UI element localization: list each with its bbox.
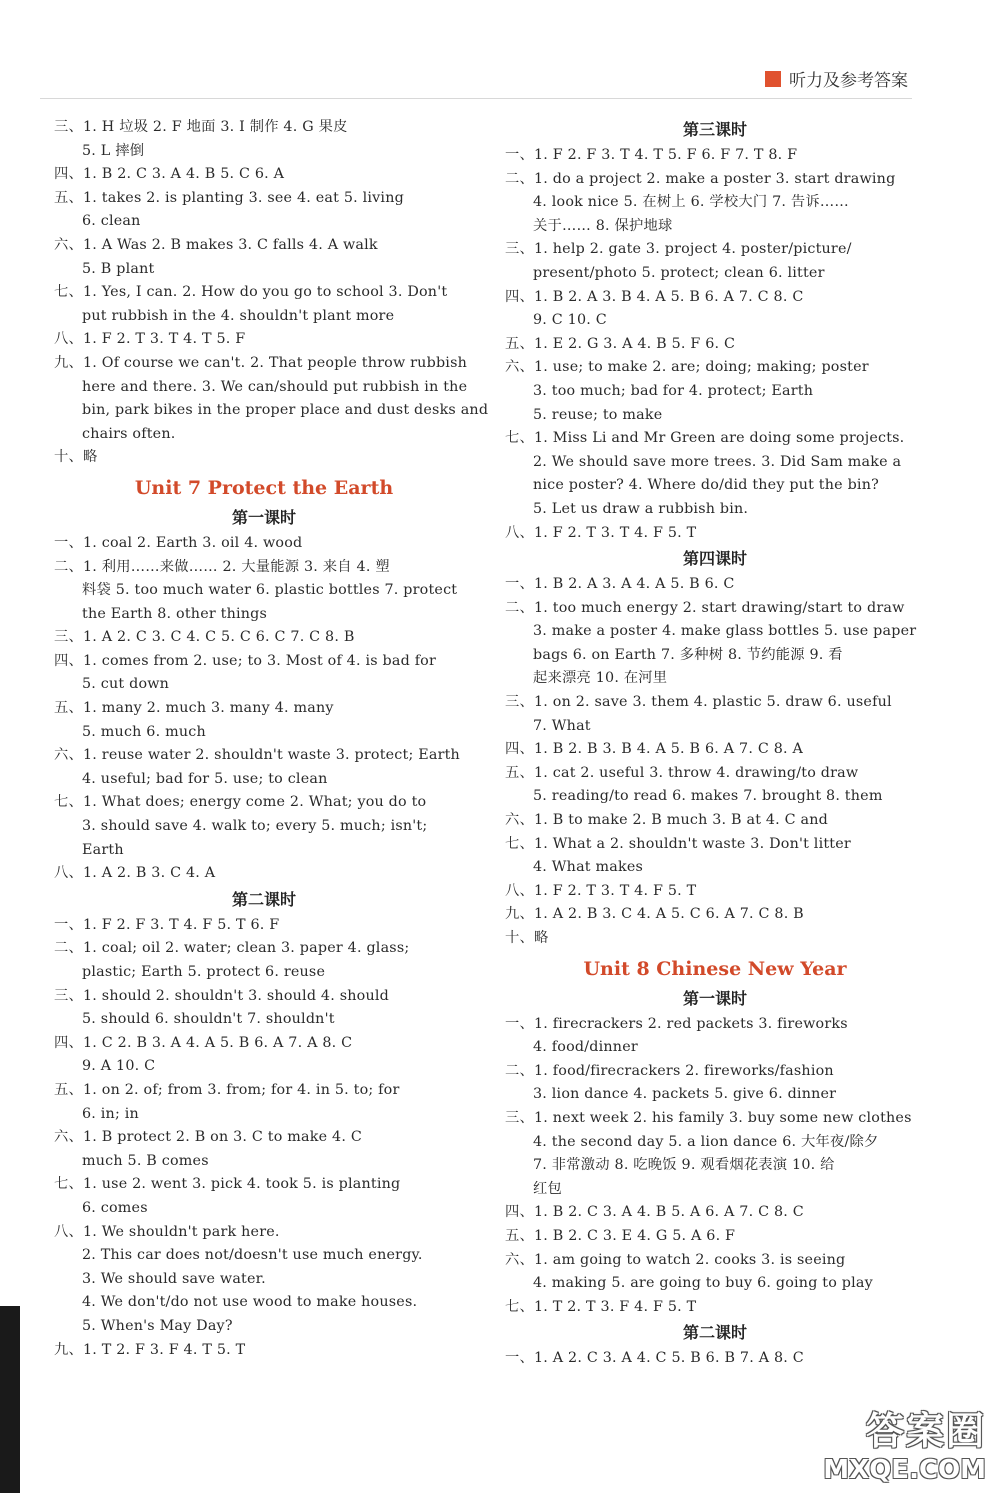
- answer-line: 九、1. T 2. F 3. F 4. T 5. T: [54, 1341, 246, 1358]
- answer-line-continued: 料袋 5. too much water 6. plastic bottles 7. protect: [82, 582, 458, 599]
- page-header: [765, 66, 908, 91]
- answer-line: 二、1. food/firecrackers 2. fireworks/fashion: [505, 1062, 834, 1079]
- lesson-heading: 第三课时: [682, 120, 747, 139]
- answer-line-continued: 4. What makes: [533, 859, 644, 876]
- answer-line: 七、1. use 2. went 3. pick 4. took 5. is planting: [54, 1176, 401, 1193]
- answer-line: 六、1. am going to watch 2. cooks 3. is seeing: [505, 1251, 846, 1268]
- answer-line-continued: 7. What: [533, 717, 591, 734]
- answer-line-continued: 2. This car does not/doesn't use much energy.: [82, 1247, 423, 1264]
- answer-line-continued: 2. We should save more trees. 3. Did Sam make a: [533, 453, 902, 470]
- answer-line-continued: present/photo 5. protect; clean 6. litter: [533, 264, 825, 281]
- header-divider: [40, 98, 912, 99]
- answer-line-continued: 3. We should save water.: [82, 1270, 266, 1287]
- lesson-heading: 第一课时: [231, 507, 296, 527]
- unit-heading: Unit 7 Protect the Earth: [134, 476, 394, 499]
- answer-line: 一、1. B 2. A 3. A 4. A 5. B 6. C: [505, 576, 735, 593]
- answer-line-continued: the Earth 8. other things: [82, 605, 268, 622]
- answer-line: 二、1. do a project 2. make a poster 3. start drawing: [505, 170, 896, 187]
- answer-line-continued: 红包: [533, 1180, 562, 1197]
- answer-line: 四、1. B 2. C 3. A 4. B 5. C 6. A: [54, 166, 285, 183]
- answer-line: 八、1. F 2. T 3. T 4. T 5. F: [54, 331, 246, 348]
- left-edge-bar: [0, 1306, 20, 1493]
- answer-line-continued: 4. food/dinner: [533, 1039, 638, 1056]
- answer-line: 七、1. Yes, I can. 2. How do you go to school 3. Don't: [54, 284, 448, 301]
- unit-heading: Unit 8 Chinese New Year: [583, 957, 847, 980]
- answer-line-continued: 6. in; in: [82, 1105, 139, 1122]
- answer-line-continued: 5. Let us draw a rubbish bin.: [533, 500, 749, 517]
- watermark-url: MXQE.COM: [823, 1455, 986, 1485]
- lesson-heading: 第四课时: [682, 549, 747, 569]
- answer-line: 八、1. A 2. B 3. C 4. A: [54, 865, 216, 882]
- answer-line: 九、1. Of course we can't. 2. That people throw rubbish: [54, 354, 468, 371]
- lesson-heading: 第二课时: [682, 1323, 747, 1343]
- answer-line-continued: here and there. 3. We can/should put rubbish in the: [82, 378, 468, 395]
- answer-line-continued: much 5. B comes: [82, 1152, 209, 1169]
- answer-line: 六、1. use; to make 2. are; doing; making; poster: [505, 359, 869, 376]
- answer-line-continued: 5. much 6. much: [82, 723, 206, 740]
- answer-line-continued: 3. lion dance 4. packets 5. give 6. dinner: [533, 1086, 837, 1103]
- answer-line-continued: 5. cut down: [82, 676, 170, 693]
- answer-line: 四、1. B 2. A 3. B 4. A 5. B 6. A 7. C 8. C: [505, 288, 804, 305]
- answer-line: 十、略: [54, 449, 98, 466]
- lesson-heading: 第一课时: [682, 988, 747, 1008]
- answer-line: 二、1. coal; oil 2. water; clean 3. paper 4. glass;: [54, 940, 410, 957]
- answer-line: 一、1. F 2. F 3. T 4. T 5. F 6. F 7. T 8. F: [505, 147, 798, 163]
- answer-line: 七、1. What does; energy come 2. What; you do to: [54, 794, 427, 811]
- answer-line-continued: put rubbish in the 4. shouldn't plant more: [82, 307, 395, 324]
- answer-line: 一、1. firecrackers 2. red packets 3. fireworks: [505, 1015, 848, 1032]
- watermark: [823, 1400, 986, 1485]
- answer-line: 五、1. many 2. much 3. many 4. many: [54, 700, 334, 717]
- answer-line: 五、1. E 2. G 3. A 4. B 5. F 6. C: [505, 335, 736, 352]
- answer-line-continued: 6. comes: [82, 1199, 148, 1216]
- answer-line-continued: 关于…… 8. 保护地球: [533, 217, 673, 234]
- right-column: [505, 116, 925, 1371]
- answer-line-continued: 9. C 10. C: [533, 312, 607, 329]
- answer-line: 七、1. What a 2. shouldn't waste 3. Don't litter: [505, 835, 851, 852]
- answer-line-continued: 5. L 摔倒: [82, 142, 145, 159]
- answer-line: 四、1. B 2. C 3. A 4. B 5. A 6. A 7. C 8. C: [505, 1204, 804, 1221]
- answer-line: 二、1. 利用……来做…… 2. 大量能源 3. 来自 4. 塑: [54, 558, 390, 575]
- answer-line: 三、1. should 2. shouldn't 3. should 4. should: [54, 987, 389, 1004]
- answer-line: 十、略: [505, 930, 549, 946]
- answer-line-continued: 起来漂亮 10. 在河里: [533, 670, 668, 687]
- answer-line-continued: 7. 非常激动 8. 吃晚饭 9. 观看烟花表演 10. 给: [533, 1157, 835, 1174]
- answer-line: 九、1. A 2. B 3. C 4. A 5. C 6. A 7. C 8. B: [505, 906, 804, 923]
- watermark-logo: 答案圈: [865, 1409, 986, 1453]
- answer-line: 六、1. reuse water 2. shouldn't waste 3. protect; Earth: [54, 747, 460, 764]
- answer-line: 七、1. T 2. T 3. F 4. F 5. T: [505, 1298, 697, 1315]
- answer-line: 四、1. comes from 2. use; to 3. Most of 4. is bad for: [54, 652, 437, 669]
- answer-line: 七、1. Miss Li and Mr Green are doing some projects.: [505, 430, 905, 447]
- answer-line-continued: 4. useful; bad for 5. use; to clean: [82, 770, 328, 787]
- answer-line-continued: chairs often.: [82, 425, 176, 442]
- answer-line-continued: bags 6. on Earth 7. 多种树 8. 节约能源 9. 看: [533, 646, 843, 663]
- answer-line-continued: 5. should 6. shouldn't 7. shouldn't: [82, 1011, 335, 1028]
- answer-line: 二、1. too much energy 2. start drawing/start to draw: [505, 599, 905, 616]
- left-column: [54, 116, 489, 1362]
- answer-line: 六、1. B to make 2. B much 3. B at 4. C and: [505, 812, 829, 829]
- answer-line: 三、1. help 2. gate 3. project 4. poster/picture/: [505, 241, 852, 258]
- answer-line-continued: 6. clean: [82, 213, 141, 230]
- answer-line-continued: 5. reading/to read 6. makes 7. brought 8. them: [533, 788, 883, 805]
- answer-line: 五、1. on 2. of; from 3. from; for 4. in 5. to; for: [54, 1081, 400, 1098]
- answer-line: 一、1. coal 2. Earth 3. oil 4. wood: [54, 534, 303, 551]
- answer-line-continued: 9. A 10. C: [82, 1058, 156, 1075]
- answer-line: 五、1. takes 2. is planting 3. see 4. eat 5. living: [54, 189, 404, 206]
- answer-line-continued: 5. B plant: [82, 260, 155, 277]
- answer-line: 三、1. H 垃圾 2. F 地面 3. I 制作 4. G 果皮: [54, 119, 348, 135]
- answer-line: 四、1. B 2. B 3. B 4. A 5. B 6. A 7. C 8. A: [505, 741, 804, 758]
- answer-line: 五、1. B 2. C 3. E 4. G 5. A 6. F: [505, 1227, 736, 1244]
- answer-line: 一、1. F 2. F 3. T 4. F 5. T 6. F: [54, 916, 280, 933]
- answer-line-continued: 4. the second day 5. a lion dance 6. 大年夜/除夕: [533, 1133, 879, 1150]
- answer-line: 四、1. C 2. B 3. A 4. A 5. B 6. A 7. A 8. C: [54, 1034, 353, 1051]
- answer-line-continued: 5. When's May Day?: [82, 1317, 233, 1334]
- answer-line-continued: Earth: [82, 841, 124, 858]
- answer-line-continued: bin, park bikes in the proper place and dust desks and: [82, 402, 489, 419]
- answer-line: 六、1. B protect 2. B on 3. C to make 4. C: [54, 1129, 362, 1146]
- answer-line: 六、1. A Was 2. B makes 3. C falls 4. A walk: [54, 236, 378, 253]
- answer-line-continued: 3. too much; bad for 4. protect; Earth: [533, 382, 814, 399]
- lesson-heading: 第二课时: [231, 889, 296, 909]
- answer-line: 五、1. cat 2. useful 3. throw 4. drawing/to draw: [505, 764, 859, 781]
- answer-line-continued: 3. should save 4. walk to; every 5. much; isn't;: [82, 818, 428, 835]
- answer-line-continued: plastic; Earth 5. protect 6. reuse: [82, 964, 326, 980]
- answer-line: 三、1. next week 2. his family 3. buy some new clothes: [505, 1109, 912, 1126]
- header-square-icon: [765, 71, 781, 87]
- header-title: 听力及参考答案: [789, 71, 908, 91]
- answer-line-continued: 4. making 5. are going to buy 6. going to play: [533, 1275, 873, 1292]
- answer-line-continued: 5. reuse; to make: [533, 406, 663, 423]
- answer-line: 八、1. F 2. T 3. T 4. F 5. T: [505, 524, 697, 541]
- answer-line: 一、1. A 2. C 3. A 4. C 5. B 6. B 7. A 8. C: [505, 1350, 804, 1367]
- answer-line-continued: nice poster? 4. Where do/did they put the bin?: [533, 477, 879, 494]
- answer-line-continued: 3. make a poster 4. make glass bottles 5. use paper: [533, 623, 917, 640]
- answer-line: 八、1. F 2. T 3. T 4. F 5. T: [505, 882, 697, 899]
- answer-line: 三、1. A 2. C 3. C 4. C 5. C 6. C 7. C 8. B: [54, 629, 355, 646]
- answer-line-continued: 4. look nice 5. 在树上 6. 学校大门 7. 告诉……: [533, 194, 849, 211]
- answer-line: 三、1. on 2. save 3. them 4. plastic 5. draw 6. useful: [505, 694, 892, 711]
- answer-line-continued: 4. We don't/do not use wood to make houses.: [82, 1294, 418, 1311]
- answer-line: 八、1. We shouldn't park here.: [54, 1223, 280, 1240]
